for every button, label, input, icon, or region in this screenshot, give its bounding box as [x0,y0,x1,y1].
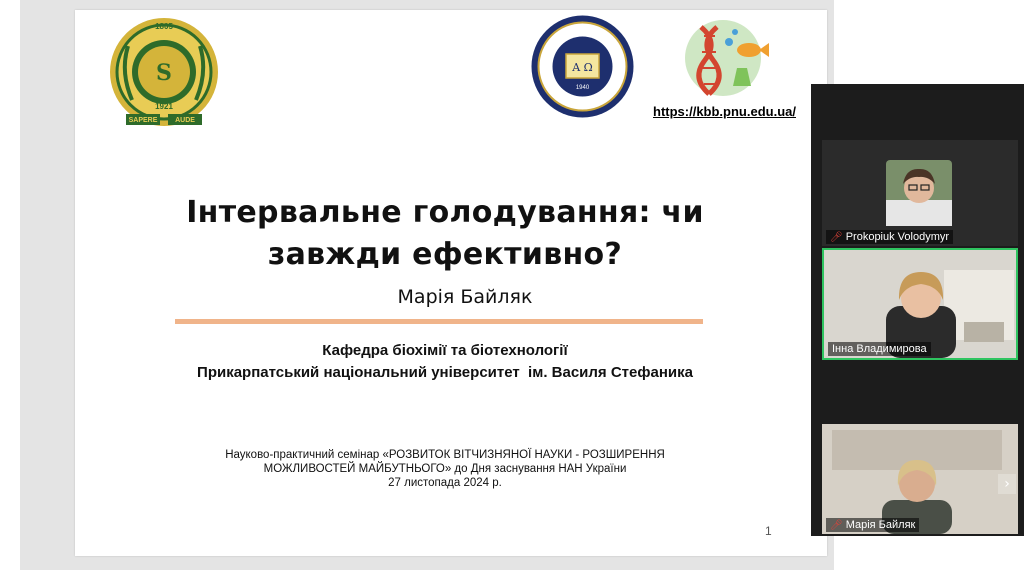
participant-tile-active-speaker[interactable] [822,248,1018,360]
pnu-year: 1940 [575,85,590,91]
mic-muted-icon: 🎤︎ [830,231,843,243]
participants-panel [811,84,1024,536]
title-divider [175,319,703,324]
pharm-motto-left: SAPERE [128,117,158,124]
presentation-slide [75,10,827,556]
pharm-year: 1921 [155,102,173,111]
pharm-year-top: 1805 [155,22,173,31]
slide-title-line-2: завжди ефективно? [267,237,623,272]
participant-name: Марія Байляк [845,519,916,531]
participant-avatar [886,160,952,226]
mic-muted-icon: 🎤︎ [830,519,843,531]
seminar-line-1: Науково-практичний семінар «РОЗВИТОК ВІТЧИЗНЯНОЇ НАУКИ - РОЗШИРЕННЯ [225,449,665,461]
pnu-university-logo [530,14,635,119]
next-page-arrow-icon[interactable]: › [998,474,1016,494]
participant-name: Інна Владимирова [832,343,927,355]
pharm-motto-right: AUDE [175,117,195,124]
svg-text:S: S [156,60,172,86]
participant-tile[interactable] [822,424,1018,534]
department-logo [671,12,781,100]
university-name: Прикарпатський національний університет ім. Василя Стефаника [197,364,693,381]
pharmacy-university-logo [108,16,220,128]
slide-title-line-1: Інтервальне голодування: чи [186,195,704,230]
department-website-link[interactable]: https://kbb.pnu.edu.ua/ [653,104,796,119]
slide-title [135,192,755,276]
seminar-info [185,448,705,490]
seminar-date: 27 листопада 2024 р. [388,477,502,489]
department-name: Кафедра біохімії та біотехнології [322,342,568,359]
participant-tile[interactable] [822,140,1018,246]
slide-page-number: 1 [765,524,772,538]
participant-name-tag [826,230,953,244]
participant-name-tag [826,518,919,532]
participant-name-tag [828,342,931,356]
seminar-line-2: МОЖЛИВОСТЕЙ МАЙБУТНЬОГО» до Дня заснування НАН України [263,463,627,475]
pnu-letters: Α Ω [572,61,593,74]
participant-name: Prokopiuk Volodymyr [845,231,950,243]
slide-author: Марія Байляк [397,286,533,308]
shared-screen-area [20,0,834,570]
